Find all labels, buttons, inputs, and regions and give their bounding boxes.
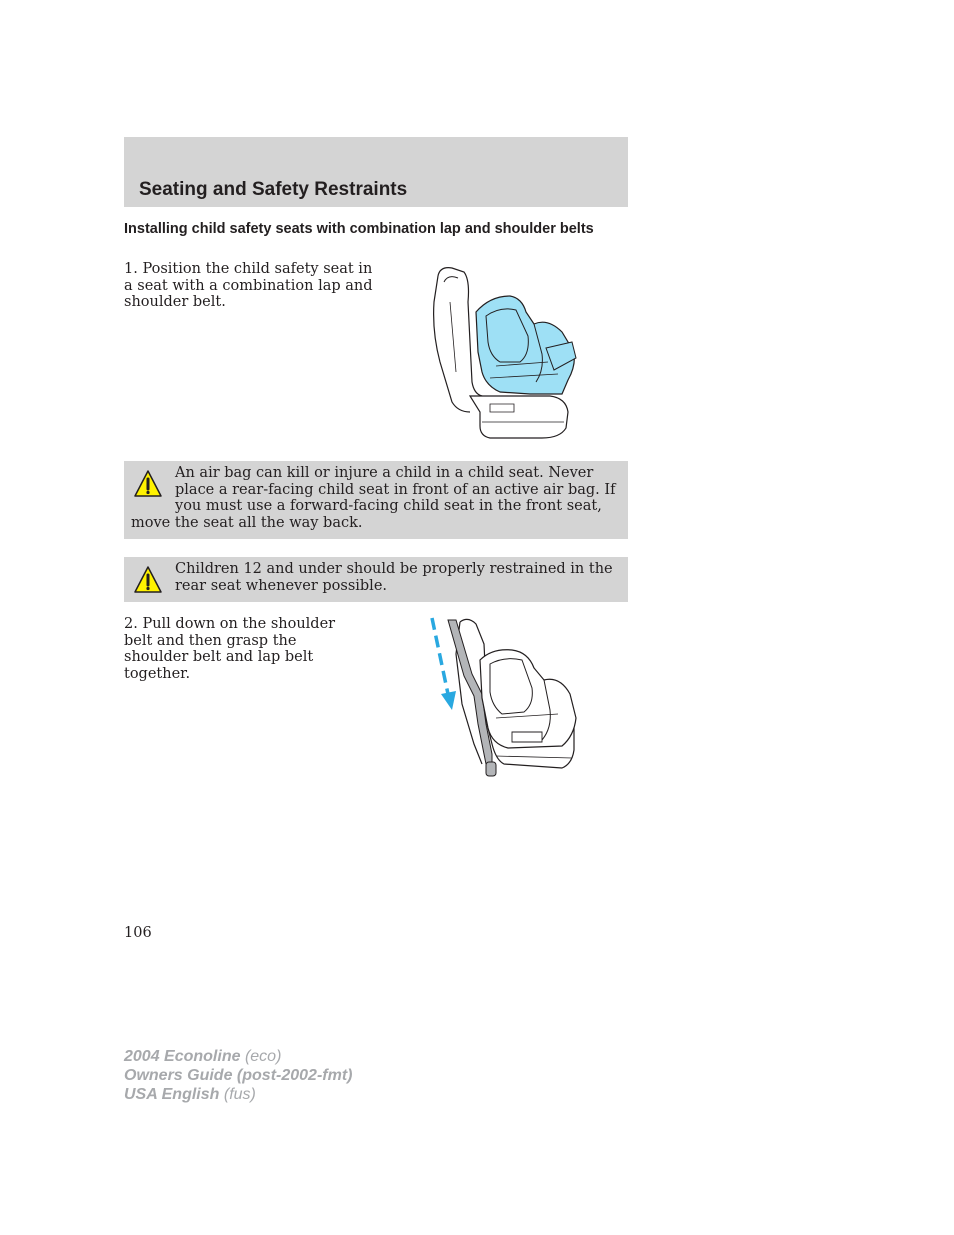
child-seat-illustration [430,262,580,444]
footer-line-model [124,1047,352,1066]
warning-airbag-text: An air bag can kill or injure a child in a child seat. Never place a rear-facing child seat in front of an active air bag. If you must use a forward-facing child seat in the front seat, move the seat all the way back. [131,465,616,531]
footer-language: USA English [124,1086,220,1103]
page-number: 106 [124,925,152,941]
footer-line-language [124,1085,352,1104]
document-footer [124,1047,352,1104]
warning-triangle-icon [133,469,163,499]
warning-rear-seat-text: Children 12 and under should be properly restrained in the rear seat whenever possible. [175,561,613,594]
footer-model-code: (eco) [244,1048,282,1065]
warning-box-rear-seat [124,557,628,602]
subheading: Installing child safety seats with combination lap and shoulder belts [124,221,594,237]
section-header [124,137,628,207]
section-title: Seating and Safety Restraints [139,179,408,200]
footer-language-code: (fus) [223,1086,256,1103]
footer-model: 2004 Econoline [124,1048,241,1065]
footer-line-guide [124,1066,352,1085]
step-1-text: 1. Position the child safety seat in a seat with a combination lap and shoulder belt. [124,261,373,310]
warning-triangle-icon [133,565,163,595]
step-2-text: 2. Pull down on the shoulder belt and then grasp the shoulder belt and lap belt together. [124,616,336,682]
warning-box-airbag [124,461,628,539]
shoulder-belt-illustration [412,614,582,782]
footer-guide: Owners Guide (post-2002-fmt) [124,1067,353,1084]
